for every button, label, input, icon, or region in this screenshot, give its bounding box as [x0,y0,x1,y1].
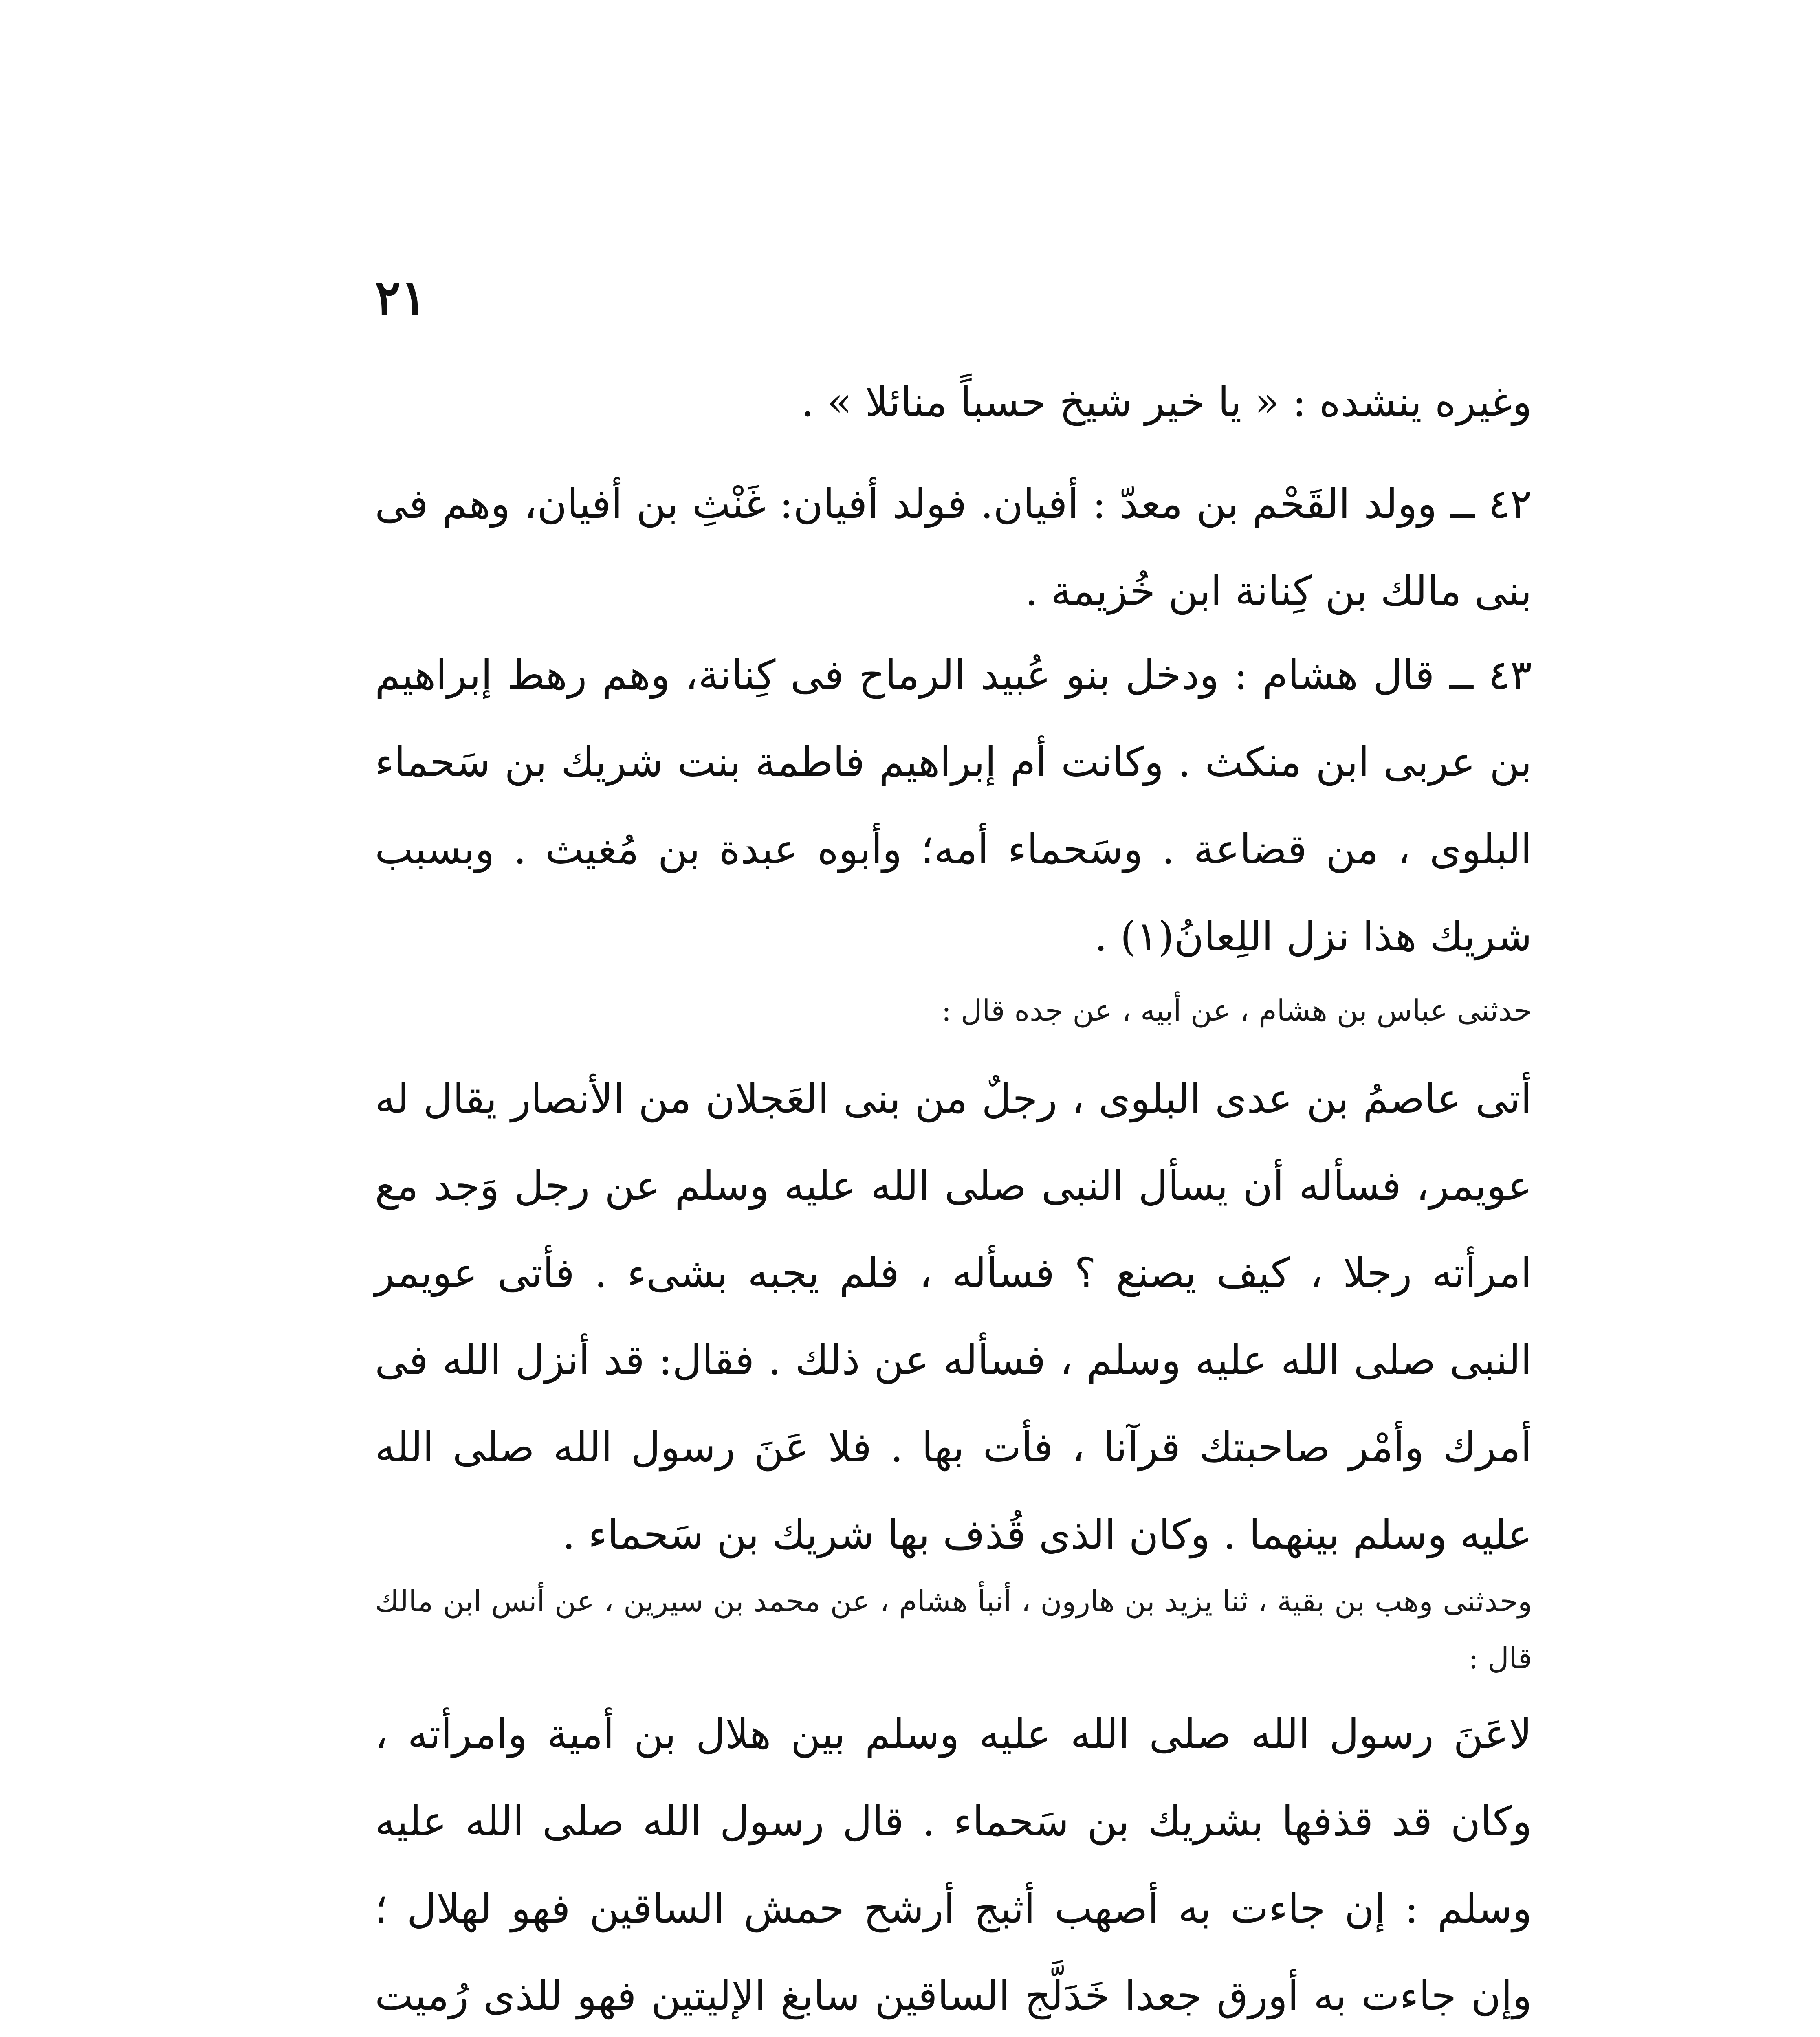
paragraph-intro: وغيره ينشده : « يا خير شيخ حسباً منائلا » . [801,378,1532,426]
section-42 [375,460,1532,635]
hadith-1 [375,1055,1532,1578]
isnad-1-text: حدثنى عباس بن هشام ، عن أبيه ، عن جده قال : [941,993,1532,1027]
isnad-1 [375,982,1532,1039]
hadith-1-text: أتى عاصمُ بن عدى البلوى ، رجلٌ من بنى العَجلان من الأنصار يقال له عويمر، فسأله أن يسأل النبى صلى الله عليه وسلم عن رجل وَجد مع امرأته رجلا ، كيف يصنع ؟ فسأله ، فلم يجبه بشىء . فأتى عويمر النبى صلى الله عليه وسلم ، فسأله عن ذلك . فقال: قد أنزل الله فى أمرك وأمْر صاحبتك قرآنا ، فأت بها . فلا عَنَ رسول الله صلى الله عليه وسلم بينهما . وكان الذى قُذف بها شريك بن سَحماء . [375,1075,1532,1558]
paragraph-43: ٤٣ ــ قال هشام : ودخل بنو عُبيد الرماح فى كِنانة، وهم رهط إبراهيم بن عربى ابن منكث . وكانت أم إبراهيم فاطمة بنت شريك بن سَحماء البلوى ، من قضاعة . وسَحماء أمه؛ وأبوه عبدة بن مُغيث . وبسبب شريك هذا نزل اللِعانُ(١) . [375,651,1532,960]
page-number: ٢١ [375,269,427,326]
hadith-2-text: لاعَنَ رسول الله صلى الله عليه وسلم بين هلال بن أمية وامرأته ، وكان قد قذفها بشريك بن سَحماء . قال رسول الله صلى الله عليه وسلم : إن جاءت به أصهب أثبج أرشح حمش الساقين فهو لهلال ؛ وإن جاءت به أورق جعدا خَدَلَّج الساقين سابغ الإليتين فهو للذى رُميت [375,1710,1532,2019]
isnad-2-text: وحدثنى وهب بن بقية ، ثنا يزيد بن هارون ، أنبأ هشام ، عن محمد بن سيرين ، عن أنس ابن مالك قال : [375,1584,1532,1675]
hadith-2 [375,1691,1532,2037]
paragraph-42: ٤٢ ــ وولد القَحْم بن معدّ : أفيان. فولد أفيان: غَنْثِ بن أفيان، وهم فى بنى مالك بن كِنانة ابن خُزيمة . [375,480,1532,615]
section-43 [375,631,1532,980]
intro-line [375,359,1532,446]
isnad-2 [375,1573,1532,1687]
